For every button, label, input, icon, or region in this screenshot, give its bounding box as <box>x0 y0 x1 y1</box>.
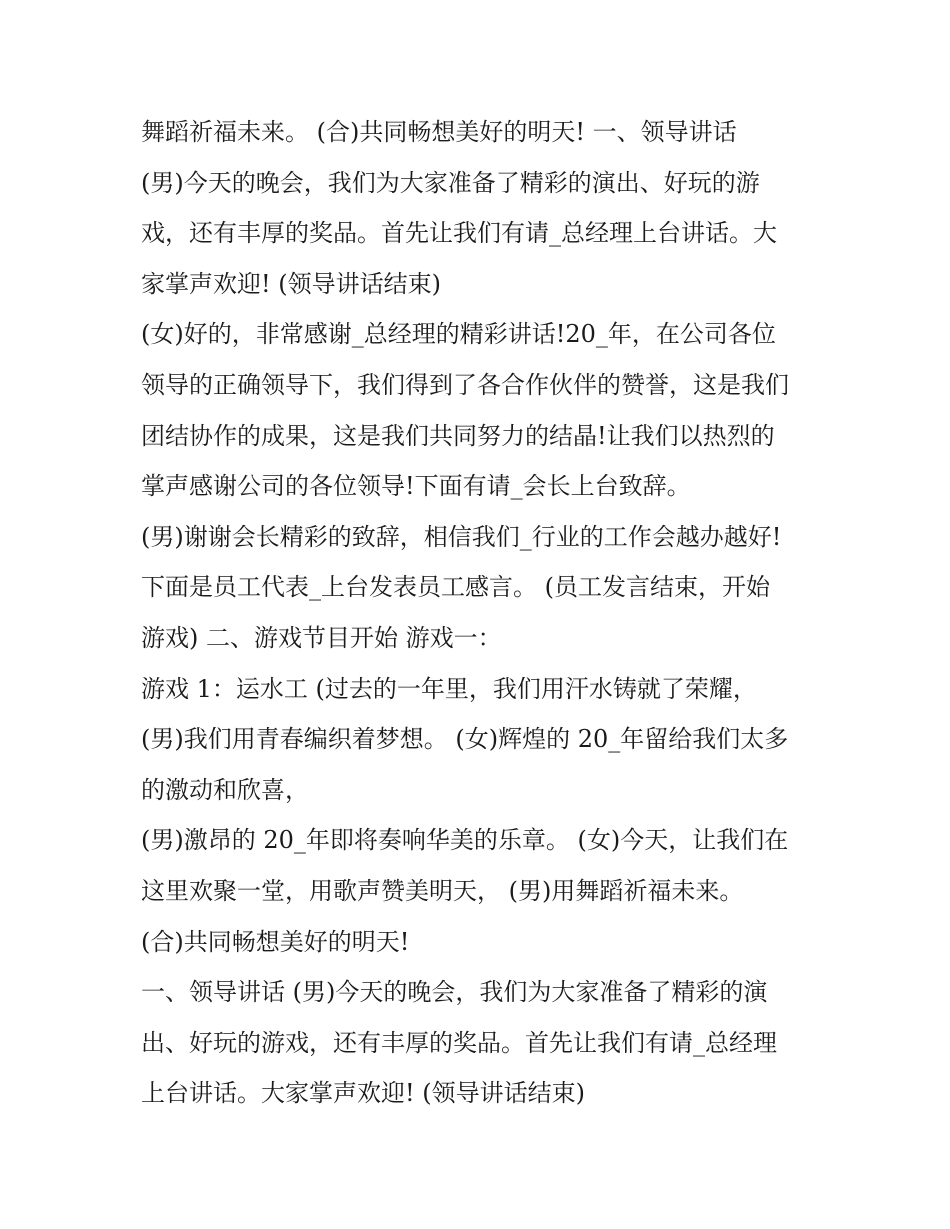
text-line-3: 戏，还有丰厚的奖品。首先让我们有请_总经理上台讲话。大 <box>141 219 777 248</box>
text-line-19: 出、好玩的游戏，还有丰厚的奖品。首先让我们有请_总经理 <box>141 1028 777 1057</box>
text-line-16: 这里欢聚一堂，用歌声赞美明天， (男)用舞蹈祈福未来。 <box>141 876 744 905</box>
text-line-7: 团结协作的成果，这是我们共同努力的结晶!让我们以热烈的 <box>141 421 775 450</box>
text-line-18: 一、领导讲话 (男)今天的晚会，我们为大家准备了精彩的演 <box>141 978 768 1007</box>
text-line-4: 家掌声欢迎! (领导讲话结束) <box>141 269 441 298</box>
text-line-12: 游戏 1：运水工 (过去的一年里，我们用汗水铸就了荣耀， <box>141 674 757 703</box>
text-line-15: (男)激昂的 20_年即将奏响华美的乐章。 (女)今天，让我们在 <box>141 826 789 855</box>
text-line-6: 领导的正确领导下，我们得到了各合作伙伴的赞誉，这是我们 <box>141 370 789 399</box>
text-line-9: (男)谢谢会长精彩的致辞，相信我们_行业的工作会越办越好! <box>141 522 782 551</box>
text-line-2: (男)今天的晚会，我们为大家准备了精彩的演出、好玩的游 <box>141 168 760 197</box>
text-line-8: 掌声感谢公司的各位领导!下面有请_会长上台致辞。 <box>141 472 691 501</box>
text-line-17: (合)共同畅想美好的明天! <box>141 927 410 956</box>
text-line-5: (女)好的，非常感谢_总经理的精彩讲话!20_年，在公司各位 <box>141 320 776 349</box>
text-line-14: 的激动和欣喜， <box>141 775 309 804</box>
text-line-11: 游戏) 二、游戏节目开始 游戏一： <box>141 623 502 652</box>
text-line-10: 下面是员工代表_上台发表员工感言。 (员工发言结束，开始 <box>141 573 770 602</box>
text-line-20: 上台讲话。大家掌声欢迎! (领导讲话结束) <box>141 1079 585 1108</box>
text-line-13: (男)我们用青春编织着梦想。 (女)辉煌的 20_年留给我们太多 <box>141 725 789 754</box>
text-line-1: 舞蹈祈福未来。 (合)共同畅想美好的明天! 一、领导讲话 <box>141 118 737 146</box>
document-body <box>141 107 821 1119</box>
